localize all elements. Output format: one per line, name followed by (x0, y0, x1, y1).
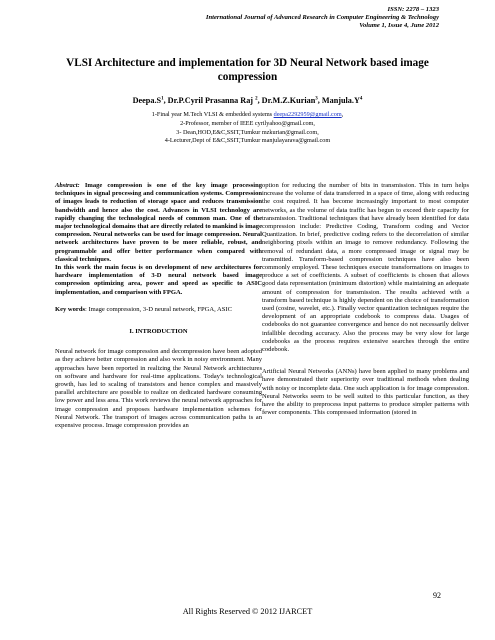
journal-header (206, 6, 439, 31)
email-link[interactable]: deepa2292959@gmail.com (273, 111, 342, 118)
body-paragraph-ann: Artificial Neural Networks (ANNs) have been applied to many problems and have demonstrated their superiority over traditional methods when dealing with noisy or incomplete data. One such application is for image compression. Neural Networks seem to be well suited to this particular function, as they have the ability to preprocess input patterns to produce simpler patterns with fewer components. This compressed information (stored in (262, 368, 469, 417)
abstract-focus: In this work the main focus is on development of new architectures for hardware implementation of 3-D neural network based image compression optimizing area, power and speed as specific to ASIC implementation, and comparison with FPGA. (55, 264, 262, 296)
author-sup: 4 (359, 96, 363, 102)
affiliation-text: 1-Final year M.Tech VLSI & embedded systems (151, 111, 274, 118)
affiliation-line: 2-Professor, member of IEEE cyrilyahoo@gmail.com, (180, 119, 315, 127)
author-name: Dr.P.Cyril Prasanna Raj (167, 96, 254, 105)
abstract-text: Image compression is one of the key image processing techniques in signal processing and communication systems. Compression of images leads to reduction of storage space and reduces transmission bandwidth and hence also the cost. Advances in VLSI technology are rapidly changing the technological needs of common man. One of the major technological domains that are directly related to mankind is image compression. Neural networks can be used for image compression. Neural network architectures have proven to be more reliable, robust, and programmable and offer better performance when compared with classical techniques. (55, 182, 262, 263)
volume-line: Volume 1, Issue 4, June 2012 (359, 22, 439, 30)
intro-paragraph: Neural network for image compression and decompression have been adopted as they achieve better compression and also work in noisy environment. Many approaches have been reported in realizing the Neural Network architectures on software and hardware for real-time applications. Today's technological growth, has led to scaling of transistors and hence complex and massively parallel architecture are possible to realize on dedicated hardware consuming low power and less area. This work reviews the neural network approaches for image compression and proposes hardware implementation schemes for Neural Network. The transport of images across communication paths is an expensive process. Image compression provides an (55, 348, 262, 430)
affiliation-line: 3- Dean,HOD,E&C,SSIT,Tumkur mzkurian@gmail.com, (176, 128, 319, 136)
affiliations (40, 111, 455, 146)
author-name: Deepa.S (132, 96, 162, 105)
footer: All Rights Reserved © 2012 IJARCET (182, 607, 313, 616)
keywords (55, 306, 262, 314)
abstract-label: Abstract: (55, 182, 80, 189)
section-heading: I. INTRODUCTION (129, 328, 188, 336)
keywords-label: Key words (55, 305, 86, 313)
journal-name: International Journal of Advanced Research in Computer Engineering & Technology (205, 14, 439, 22)
author-sup: 2 (255, 96, 258, 102)
abstract (55, 182, 262, 264)
body-paragraph: option for reducing the number of bits in transmission. This in turn helps increase the volume of data transferred in a space of time, along with reducing the cost required. It has become increasingly important to most computer networks, as the volume of data traffic has begun to exceed their capacity for transmission. Traditional techniques that have already been identified for data compression include: Predictive Coding, Transform coding and Vector Quantization. In brief, predictive coding refers to the decorrelation of similar neighboring pixels within an image to remove redundancy. Following the removal of redundant data, a more compressed image or signal may be transmitted. Transform-based compression techniques have also been commonly employed. These techniques execute transformations on images to produce a set of coefficients. A subset of coefficients is chosen that allows good data representation (minimum distortion) while maintaining an adequate amount of compression for transmission. The results achieved with a transform based technique is highly dependent on the choice of transformation used (cosine, wavelet, etc.). Finally vector quantization techniques require the development of an appropriate codebook to compress data. Usages of codebooks do not guarantee convergence and hence do not necessarily deliver infallible decoding accuracy. Also the process may be very slow for large codebooks as the process requires extensive searches through the entire codebook. (262, 182, 469, 354)
author-sup: 3 (315, 96, 318, 102)
right-column (262, 182, 469, 417)
left-column (55, 182, 262, 430)
author-name: Dr.M.Z.Kurian (261, 96, 316, 105)
affiliation-line (40, 111, 455, 120)
affiliation-text: , (341, 111, 344, 118)
affiliation-line: 4-Lecturer,Dept of E&C,SSIT,Tumkur manjulayarava@gmail.com (164, 137, 331, 145)
author-name: Manjula.Y (321, 96, 360, 105)
issn-line: ISSN: 2278 – 1323 (387, 6, 439, 13)
author-list: $Deepa.S^1$, Dr.P.Cyril Prasanna Raj $^2$, Dr.M.Z.Kurian$^3$, $Manjula.Y^4$ (132, 96, 363, 105)
paper-title: VLSI Architecture and implementation for 3D Neural Network based image compression (66, 57, 429, 83)
keywords-text: : Image compression, 3-D neural network, FPGA, ASIC (85, 305, 232, 313)
author-sup: 1 (161, 96, 164, 102)
page-number: 92 (433, 591, 441, 600)
